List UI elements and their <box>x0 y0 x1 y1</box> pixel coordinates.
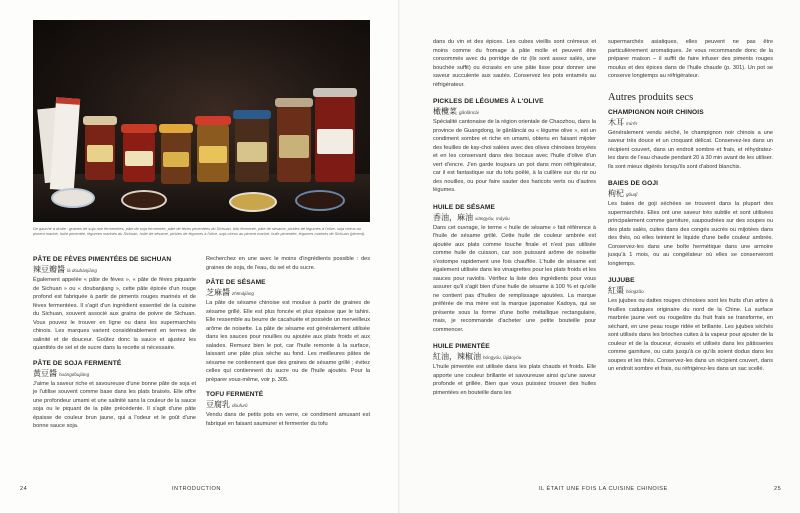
chinese-name <box>433 351 596 363</box>
pinyin: gǒuqǐ <box>626 192 638 197</box>
section-title: TOFU FERMENTÉ <box>206 391 264 398</box>
pinyin: hóngyóu, làjiāoyóu <box>483 355 522 360</box>
section-body: L'huile pimentée est utilisée dans les plats chauds et froids. Elle apporte une couleur brillante et savoureuse ainsi qu'une saveur profonde et grillée. Bien que vous puissiez trouver des huiles pimentées en bouteille dans les <box>433 364 596 396</box>
jar <box>161 132 191 184</box>
section-title: JUJUBE <box>608 277 635 284</box>
section-title: PICKLES DE LÉGUMES À L'OLIVE <box>433 98 544 105</box>
jar <box>235 118 269 182</box>
bowl <box>295 190 345 211</box>
section-body: Les baies de goji séchées se trouvent dans la plupart des supermarchés. Elles ont une saveur très subtile et sont utilisées principalement comme garniture, saupoudrées sur des soupes ou des plats salés, cuites dans des congés sucrés ou mijotées dans des thés, où elles teintent le liquide d'une belle couleur ambrée. Conservez-les dans une boîte hermétique dans une armoire jusqu'à 1 mois, ou au congélateur où elles se conserveront longtemps. <box>608 201 773 267</box>
hanzi: 辣豆瓣醬 <box>33 265 65 274</box>
pinyin: dòufurǔ <box>232 403 248 408</box>
hanzi: 紅棗 <box>608 286 624 295</box>
section-title: PÂTE DE SÉSAME <box>206 279 266 286</box>
chapter-subheading: Autres produits secs <box>608 91 694 103</box>
right-page <box>400 0 800 513</box>
hanzi: 枸杞 <box>608 189 624 198</box>
condiments-photo <box>33 20 370 222</box>
chinese-name <box>433 106 596 118</box>
jar <box>315 96 355 182</box>
page-number: 25 <box>774 486 782 492</box>
running-header: INTRODUCTION <box>172 486 221 492</box>
section-title: HUILE DE SÉSAME <box>433 203 495 211</box>
chinese-name <box>608 188 773 200</box>
jar <box>197 124 229 182</box>
running-header: IL ÉTAIT UNE FOIS LA CUISINE CHINOISE <box>539 486 668 492</box>
section-body: Les jujubes ou dattes rouges chinoises sont les fruits d'un arbre à feuilles caduques originaire du nord de la Chine. La surface marbrée jaune vert ou rougeâtre du fruit frais se transforme, en séchant, en une peau rouge ridée et brillante. Les jujubes séchés sont utilisés dans les brioches cuites à la vapeur pour ajouter de la couleur et de la douceur, écrasés et utilisés dans les pâtisseries comme garniture, ou cuits jusqu'à ce qu'ils soient dodus dans les soupes et les thés. Conservez-les dans un récipient couvert, dans un endroit sombre et frais, ou réfrigérez-les dans un sac scellé. <box>608 298 773 372</box>
chinese-name <box>608 285 773 297</box>
hanzi: 芝麻醬 <box>206 288 230 297</box>
right-column-2 <box>608 38 773 374</box>
hanzi: 豆腐乳 <box>206 400 230 409</box>
chinese-name <box>433 212 596 224</box>
chinese-name <box>33 368 196 380</box>
hanzi: 香油，麻油 <box>433 212 473 222</box>
right-column-1 <box>433 38 596 397</box>
photo-caption: De gauche à droite : graines de soja noir fermentées, pâte de soja fermentée, pâte de fèves pimentées du Sichuan, tofu fermenté, pâte de sésame, pickles de légumes à l'olive, soja cireux au piment mariné, huile pimentée, légumes marinés du Sichuan, huile de sésame, pickles de légumes à l'olive, soja cireux au piment mariné, huile pimentée, légumes marinés de Sichuan (piment). <box>33 226 366 236</box>
pinyin: zhīmájiàng <box>232 291 254 296</box>
hanzi: 木耳 <box>608 117 624 127</box>
section-title: HUILE PIMENTÉE <box>433 343 490 350</box>
hanzi: 橄欖菜 <box>433 107 457 116</box>
section-body: Dans cet ouvrage, le terme « huile de sésame » fait référence à l'huile de sésame grillé. Cette huile de couleur ambrée est ajoutée aux plats comme touche finale et n'est pas utilisée comme huile de cuisson, car son puissant arôme de noisette s'estompe rapidement une fois chauffée. L'huile de sésame est également utilisée dans les vinaigrettes pour les plats froids et les sauces pour raviolis. Vérifiez la liste des ingrédients pour vous assurer qu'il s'agit bien d'une huile de sésame à 100 % et qu'elle ne contient pas d'huiles de remplissage ajoutées. La marque préférée de ma mère est la marque japonaise Kadoya, qui se présente sous la forme d'une boîte métallique rectangulaire, mais, je recommande d'acheter une petite bouteille pour commencer. <box>433 224 596 333</box>
page-number: 24 <box>20 486 28 492</box>
paragraph: supermarchés asiatiques, elles peuvent ne pas être particulièrement aromatiques. Je vous recommande donc de la préparer maison – il suffit de faire infuser des piments rouges moulus et des épices dans de l'huile chaude (p. 301). Un pot se conserve longtemps au réfrigérateur. <box>608 39 773 79</box>
pinyin: mù'ěr <box>626 120 638 126</box>
section-body: Généralement vendu séché, le champignon noir chinois a une saveur très douce et un croquant délicat. Conservez-les dans un récipient couvert, dans un endroit sombre et frais, et réhydratez-les dans de l'eau chaude pendant 20 à 30 min avant de les utiliser. Ils sont mieux digérés lorsqu'ils sont d'abord blanchis. <box>608 129 773 170</box>
section-title: PÂTE DE SOJA FERMENTÉ <box>33 359 122 367</box>
section-title: PÂTE DE FÈVES PIMENTÉES DE SICHUAN <box>33 256 172 263</box>
section-body: Vendu dans de petits pots en verre, ce condiment amusant est fabriqué en faisant saumurer et fermenter du tofu <box>206 412 370 427</box>
pinyin: gǎnlǎncài <box>459 110 479 115</box>
section-title: CHAMPIGNON NOIR CHINOIS <box>608 108 704 116</box>
pinyin: hóngzǎo <box>626 289 644 294</box>
pinyin: huángdòujiàng <box>59 371 90 377</box>
left-column-1 <box>33 255 196 431</box>
jar <box>277 106 311 182</box>
jar <box>123 132 155 182</box>
paragraph: Recherchez en une avec le moins d'ingrédients possible : des graines de soja, de l'eau, du sel et du sucre. <box>206 256 370 271</box>
pinyin: là doubànjiàng <box>67 268 97 273</box>
chinese-name <box>33 264 196 276</box>
hanzi: 黃豆醬 <box>33 368 57 378</box>
left-column-2 <box>206 255 370 428</box>
section-body: Spécialité cantonaise de la région orientale de Chaozhou, dans la province de Guangdong, le gǎnlǎncài ou « légume olive », est un condiment sombre et riche en umami, obtenu en faisant mijoter des feuilles de kay-choi salées avec des olives chinoises broyées et en les conservant dans des bocaux avec l'huile d'olive d'un vert d'encre. J'en garde toujours un pot dans mon réfrigérateur, car il est fantastique sur du tofu poêlé, à la cuillère sur du riz ou des nouilles, ou pour faire sauter des haricots verts ou d'autres légumes. <box>433 119 596 193</box>
chinese-name <box>206 399 370 411</box>
bowl <box>121 190 167 210</box>
chinese-name <box>206 287 370 299</box>
section-title: BAIES DE GOJI <box>608 180 659 187</box>
bowl <box>51 188 95 208</box>
bowl <box>229 192 277 212</box>
hanzi: 紅油，辣椒油 <box>433 352 481 361</box>
section-body: La pâte de sésame chinoise est moulue à partir de graines de sésame grillé. Elle est plus foncée et plus épaisse que le tahini. Elle ressemble au beurre de cacahuète et possède un merveilleux arôme de noisette. La pâte de sésame est généralement utilisée dans les sauces pour nouilles ou ajoutée aux plats froids et aux salades. Remuez bien le pot, car l'huile remonte à la surface, laissant une pâte plus sèche au fond. Les meilleures pâtes de sésame ne contiennent que des graines de sésame grillé ; évitez celles qui contiennent du sucre ou de l'huile ajoutés. Pour la préparer vous-même, voir p. 305. <box>206 300 370 383</box>
paragraph: dans du vin et des épices. Les cubes vieillis sont crémeux et moins comme du fromage à pâte molle et peuvent être consommés avec du porridge de riz (ils sont assez salés, une bouchée suffit) ou écrasés en une pâte lisse pour donner une saveur succulente aux sautés. Conservez les pots entamés au réfrigérateur. <box>433 39 596 88</box>
jar <box>85 124 115 180</box>
section-body: J'aime la saveur riche et savoureuse d'une bonne pâte de soja et je l'utilise souvent comme base dans les plats braisés. Elle offre une profondeur umami et une salinité sans la couleur de la sauce soja ou le piquant de la pâte précédente. Il s'agit d'une pâte épaisse de couleur brun jaune, qui a l'odeur et le goût d'une bonne sauce soja. <box>33 380 196 429</box>
chinese-name <box>608 117 773 129</box>
section-body: Également appelée « pâte de fèves », « pâte de fèves piquante de Sichuan » ou « doubanjiang », cette pâte épicée d'un rouge profond est fabriquée à partir de piments rouges marinés et de fèves fermentées. Il s'agit d'un ingrédient essentiel de la cuisine du Sichuan, souvent associé aux grains de poivre de Sichuan. Vous pouvez le trouver en ligne ou dans les supermarchés chinois. Les marques varient considérablement en termes de salinité et de douceur. Goûtez donc la sauce et ajustez les quantités de sel et de sucre dans la recette si nécessaire. <box>33 277 196 351</box>
pinyin: xiāngyóu, máyóu <box>475 215 510 221</box>
